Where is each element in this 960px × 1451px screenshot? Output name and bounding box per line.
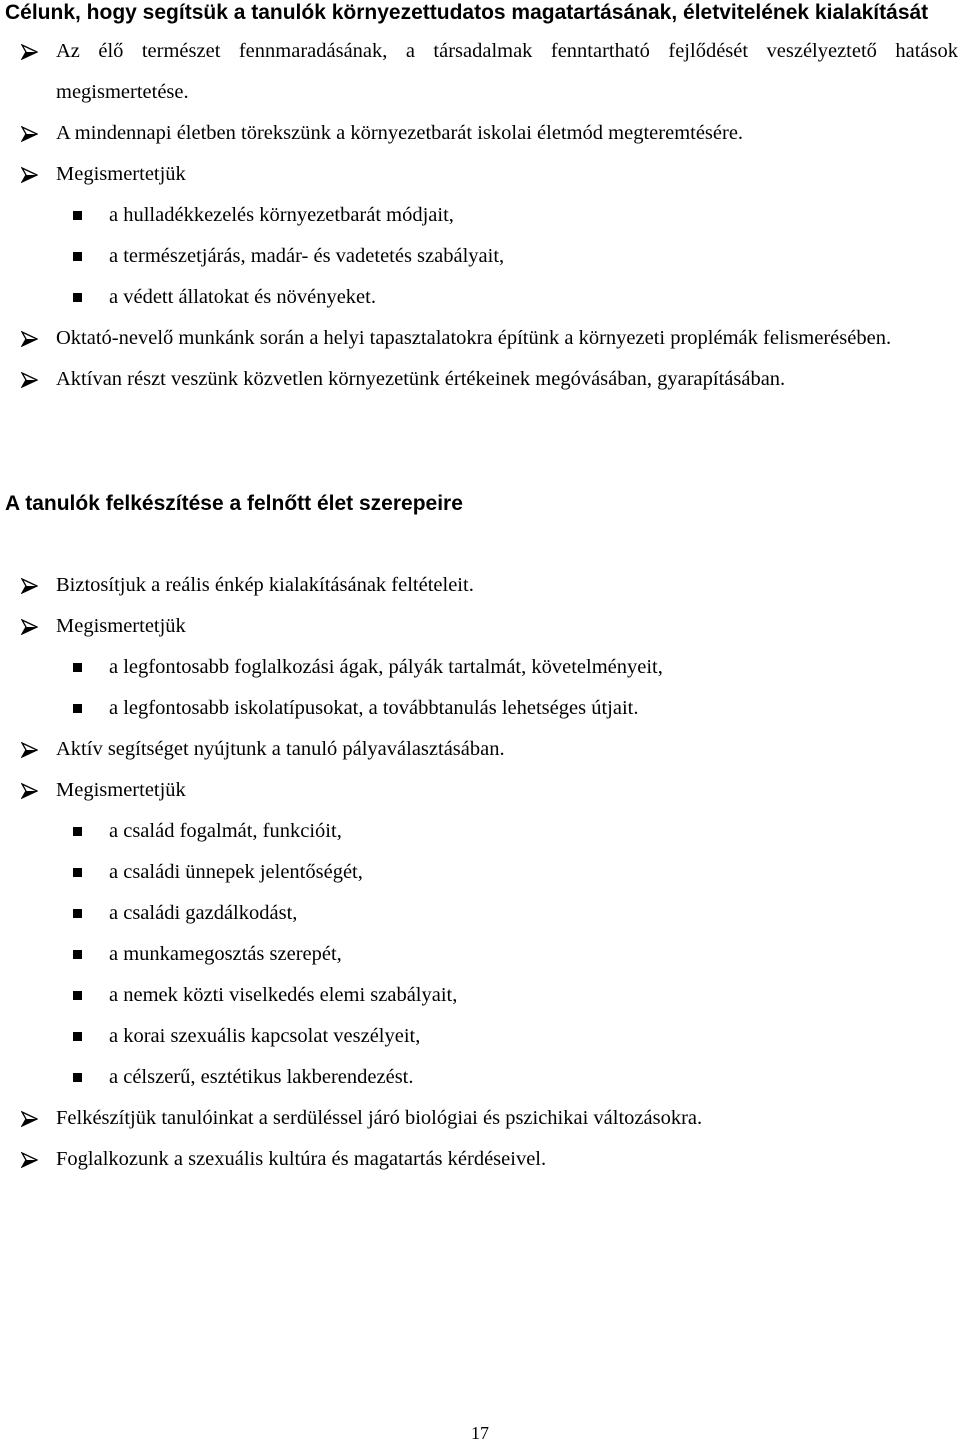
sublist-item-text: a hulladékkezelés környezetbarát módjait,	[109, 204, 454, 226]
list-item	[0, 31, 958, 113]
sublist-container	[0, 195, 958, 318]
square-bullet-icon	[73, 293, 82, 302]
square-bullet-icon	[73, 909, 82, 918]
sublist-item	[0, 893, 958, 934]
list-item-text: Megismertetjük	[56, 779, 186, 801]
list-item-text: Aktív segítséget nyújtunk a tanuló pályaválasztásában.	[56, 738, 505, 760]
sublist-item-text: a legfontosabb foglalkozási ágak, pályák tartalmát, követelményeit,	[109, 656, 663, 678]
arrow-bullet-icon	[21, 44, 38, 60]
list-item	[0, 1098, 958, 1139]
list-item-text: Megismertetjük	[56, 163, 186, 185]
sublist-item	[0, 852, 958, 893]
square-bullet-icon	[73, 704, 82, 713]
sublist-container	[0, 811, 958, 1098]
arrow-bullet-icon	[21, 167, 38, 183]
sublist-item	[0, 1016, 958, 1057]
sublist-item-text: a család fogalmát, funkcióit,	[109, 820, 342, 842]
list-item	[0, 729, 958, 770]
page-number: 17	[471, 1423, 489, 1443]
square-bullet-icon	[73, 211, 82, 220]
sublist	[0, 195, 958, 318]
sublist-item	[0, 1057, 958, 1098]
arrow-bullet-icon	[21, 126, 38, 142]
sublist-container	[0, 647, 958, 729]
square-bullet-icon	[73, 991, 82, 1000]
sublist	[0, 647, 958, 729]
square-bullet-icon	[73, 827, 82, 836]
sublist-item-text: a védett állatokat és növényeket.	[109, 286, 376, 308]
list-item	[0, 359, 958, 400]
sublist-item-text: a természetjárás, madár- és vadetetés szabályait,	[109, 245, 505, 267]
goals-list	[0, 31, 958, 400]
sublist-item-text: a családi gazdálkodást,	[109, 902, 298, 924]
arrow-bullet-icon	[21, 619, 38, 635]
list-item-text: A mindennapi életben törekszünk a környezetbarát iskolai életmód megteremtésére.	[56, 122, 744, 144]
arrow-bullet-icon	[21, 578, 38, 594]
section-heading-adult-roles: A tanulók felkészítése a felnőtt élet szerepeire	[5, 492, 463, 515]
sublist-item	[0, 647, 958, 688]
sublist-item	[0, 277, 958, 318]
list-item	[0, 113, 958, 154]
sublist-item	[0, 688, 958, 729]
list-item-text: Foglalkozunk a szexuális kultúra és magatartás kérdéseivel.	[56, 1148, 547, 1170]
sublist-item-text: a családi ünnepek jelentőségét,	[109, 861, 363, 883]
list-item	[0, 318, 958, 359]
adult-roles-list	[0, 565, 958, 1180]
square-bullet-icon	[73, 1073, 82, 1082]
list-item-text: Felkészítjük tanulóinkat a serdüléssel járó biológiai és pszichikai változásokra.	[56, 1107, 703, 1129]
arrow-bullet-icon	[21, 372, 38, 388]
list-item	[0, 606, 958, 647]
square-bullet-icon	[73, 868, 82, 877]
arrow-bullet-icon	[21, 742, 38, 758]
sublist	[0, 811, 958, 1098]
square-bullet-icon	[73, 1032, 82, 1041]
square-bullet-icon	[73, 252, 82, 261]
list-item-text: Az élő természet fennmaradásának, a társadalmak fenntartható fejlődését veszélyeztető hatások megismertetése.	[56, 40, 958, 103]
square-bullet-icon	[73, 950, 82, 959]
section-heading-goals: Célunk, hogy segítsük a tanulók környezettudatos magatartásának, életvitelének kialakítását	[5, 1, 929, 24]
sublist-item	[0, 811, 958, 852]
sublist-item-text: a korai szexuális kapcsolat veszélyeit,	[109, 1025, 421, 1047]
list-item-text: Oktató-nevelő munkánk során a helyi tapasztalatokra építünk a környezeti proplémák felismerésében.	[56, 327, 892, 349]
list-item-text: Aktívan részt veszünk közvetlen környezetünk értékeinek megóvásában, gyarapításában.	[56, 368, 786, 390]
square-bullet-icon	[73, 663, 82, 672]
sublist-item	[0, 236, 958, 277]
sublist-item-text: a célszerű, esztétikus lakberendezést.	[109, 1066, 414, 1088]
sublist-item	[0, 195, 958, 236]
sublist-item	[0, 934, 958, 975]
arrow-bullet-icon	[21, 1152, 38, 1168]
arrow-bullet-icon	[21, 1111, 38, 1127]
list-item-text: Biztosítjuk a reális énkép kialakításának feltételeit.	[56, 574, 474, 596]
list-item	[0, 565, 958, 606]
list-item	[0, 1139, 958, 1180]
list-item	[0, 154, 958, 195]
list-item-text: Megismertetjük	[56, 615, 186, 637]
arrow-bullet-icon	[21, 783, 38, 799]
sublist-item-text: a munkamegosztás szerepét,	[109, 943, 342, 965]
sublist-item	[0, 975, 958, 1016]
list-item	[0, 770, 958, 811]
sublist-item-text: a nemek közti viselkedés elemi szabályait,	[109, 984, 458, 1006]
sublist-item-text: a legfontosabb iskolatípusokat, a továbbtanulás lehetséges útjait.	[109, 697, 639, 719]
arrow-bullet-icon	[21, 331, 38, 347]
